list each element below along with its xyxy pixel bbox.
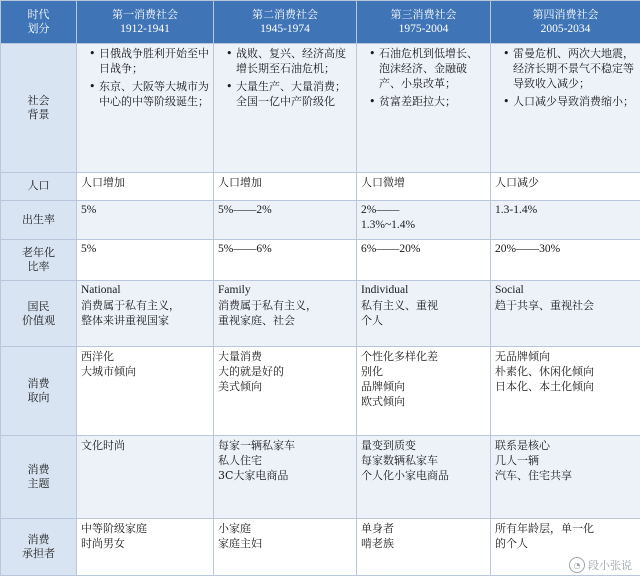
background-era-1 <box>77 44 214 172</box>
row-label-orientation: 消费 取向 <box>1 347 77 436</box>
bullet-item: • 东京、大阪等大城市为中心的中等阶级诞生； <box>91 79 209 109</box>
orientation-era-3: 个性化多样化差 别化 品牌倾向 欧式倾向 <box>357 347 491 436</box>
orientation-era-4: 无品牌倾向 朴素化、休闲化倾向 日本化、本土化倾向 <box>491 347 640 436</box>
row-label-bearer: 消费 承担者 <box>1 519 77 576</box>
bearer-era-2: 小家庭 家庭主妇 <box>214 519 357 576</box>
watermark <box>569 557 632 573</box>
era-header-3: 第三消费社会 1975-2004 <box>357 1 491 44</box>
values-era-2: Family 消费属于私有主义， 重视家庭、社会 <box>214 281 357 347</box>
bullet-item: • 贫富差距拉大； <box>371 94 486 109</box>
population-era-4: 人口减少 <box>491 172 640 200</box>
bearer-era-4: 所有年龄层，单一化 的个人 <box>491 519 640 576</box>
row-label-aging: 老年化 比率 <box>1 239 77 280</box>
row-label-theme: 消费 主题 <box>1 436 77 519</box>
bullet-item: • 人口减少导致消费缩小； <box>505 94 636 109</box>
era-header-1: 第一消费社会 1912-1941 <box>77 1 214 44</box>
background-era-2 <box>214 44 357 172</box>
population-era-3: 人口微增 <box>357 172 491 200</box>
values-era-1: National 消费属于私有主义， 整体来讲重视国家 <box>77 281 214 347</box>
orientation-era-2: 大量消费 大的就是好的 美式倾向 <box>214 347 357 436</box>
aging-era-1: 5% <box>77 239 214 280</box>
row-label-birth-rate: 出生率 <box>1 200 77 239</box>
bullet-item: • 日俄战争胜利开始至中日战争； <box>91 46 209 76</box>
era-header-4: 第四消费社会 2005-2034 <box>491 1 640 44</box>
row-label-background: 社会 背景 <box>1 44 77 172</box>
bearer-era-1: 中等阶级家庭 时尚男女 <box>77 519 214 576</box>
row-consumption-orientation <box>1 347 640 436</box>
theme-era-3: 量变到质变 每家数辆私家车 个人化小家电商品 <box>357 436 491 519</box>
wechat-icon: ◔ <box>569 557 585 573</box>
row-birth-rate <box>1 200 640 239</box>
bearer-era-3: 单身者 啃老族 <box>357 519 491 576</box>
row-population <box>1 172 640 200</box>
aging-era-4: 20%——30% <box>491 239 640 280</box>
theme-era-2: 每家一辆私家车 私人住宅 3C大家电商品 <box>214 436 357 519</box>
theme-era-4: 联系是核心 几人一辆 汽车、住宅共享 <box>491 436 640 519</box>
row-aging-ratio <box>1 239 640 280</box>
era-header-2: 第二消费社会 1945-1974 <box>214 1 357 44</box>
birth-rate-era-2: 5%——2% <box>214 200 357 239</box>
aging-era-3: 6%——20% <box>357 239 491 280</box>
birth-rate-era-3: 2%—— 1.3%~1.4% <box>357 200 491 239</box>
aging-era-2: 5%——6% <box>214 239 357 280</box>
corner-cell: 时代 划分 <box>1 1 77 44</box>
birth-rate-era-4: 1.3-1.4% <box>491 200 640 239</box>
watermark-text: 段小张说 <box>588 559 632 572</box>
row-national-values <box>1 281 640 347</box>
bullet-item: • 雷曼危机、两次大地震，经济长期不景气不稳定等导致收入减少； <box>505 46 636 91</box>
population-era-2: 人口增加 <box>214 172 357 200</box>
theme-era-1: 文化时尚 <box>77 436 214 519</box>
background-era-3 <box>357 44 491 172</box>
values-era-4: Social 趋于共享、重视社会 <box>491 281 640 347</box>
orientation-era-1: 西洋化 大城市倾向 <box>77 347 214 436</box>
row-consumption-theme <box>1 436 640 519</box>
bullet-item: • 石油危机到低增长、泡沫经济、金融破产、小泉改革； <box>371 46 486 91</box>
values-era-3: Individual 私有主义、重视 个人 <box>357 281 491 347</box>
row-label-population: 人口 <box>1 172 77 200</box>
header-row <box>1 1 640 44</box>
row-label-values: 国民 价值观 <box>1 281 77 347</box>
bullet-item: • 大量生产、大量消费；全国一亿中产阶级化 <box>228 79 352 109</box>
row-social-background <box>1 44 640 172</box>
birth-rate-era-1: 5% <box>77 200 214 239</box>
background-era-4 <box>491 44 640 172</box>
row-consumption-bearer <box>1 519 640 576</box>
bullet-item: • 战败、复兴、经济高度增长期至石油危机； <box>228 46 352 76</box>
population-era-1: 人口增加 <box>77 172 214 200</box>
